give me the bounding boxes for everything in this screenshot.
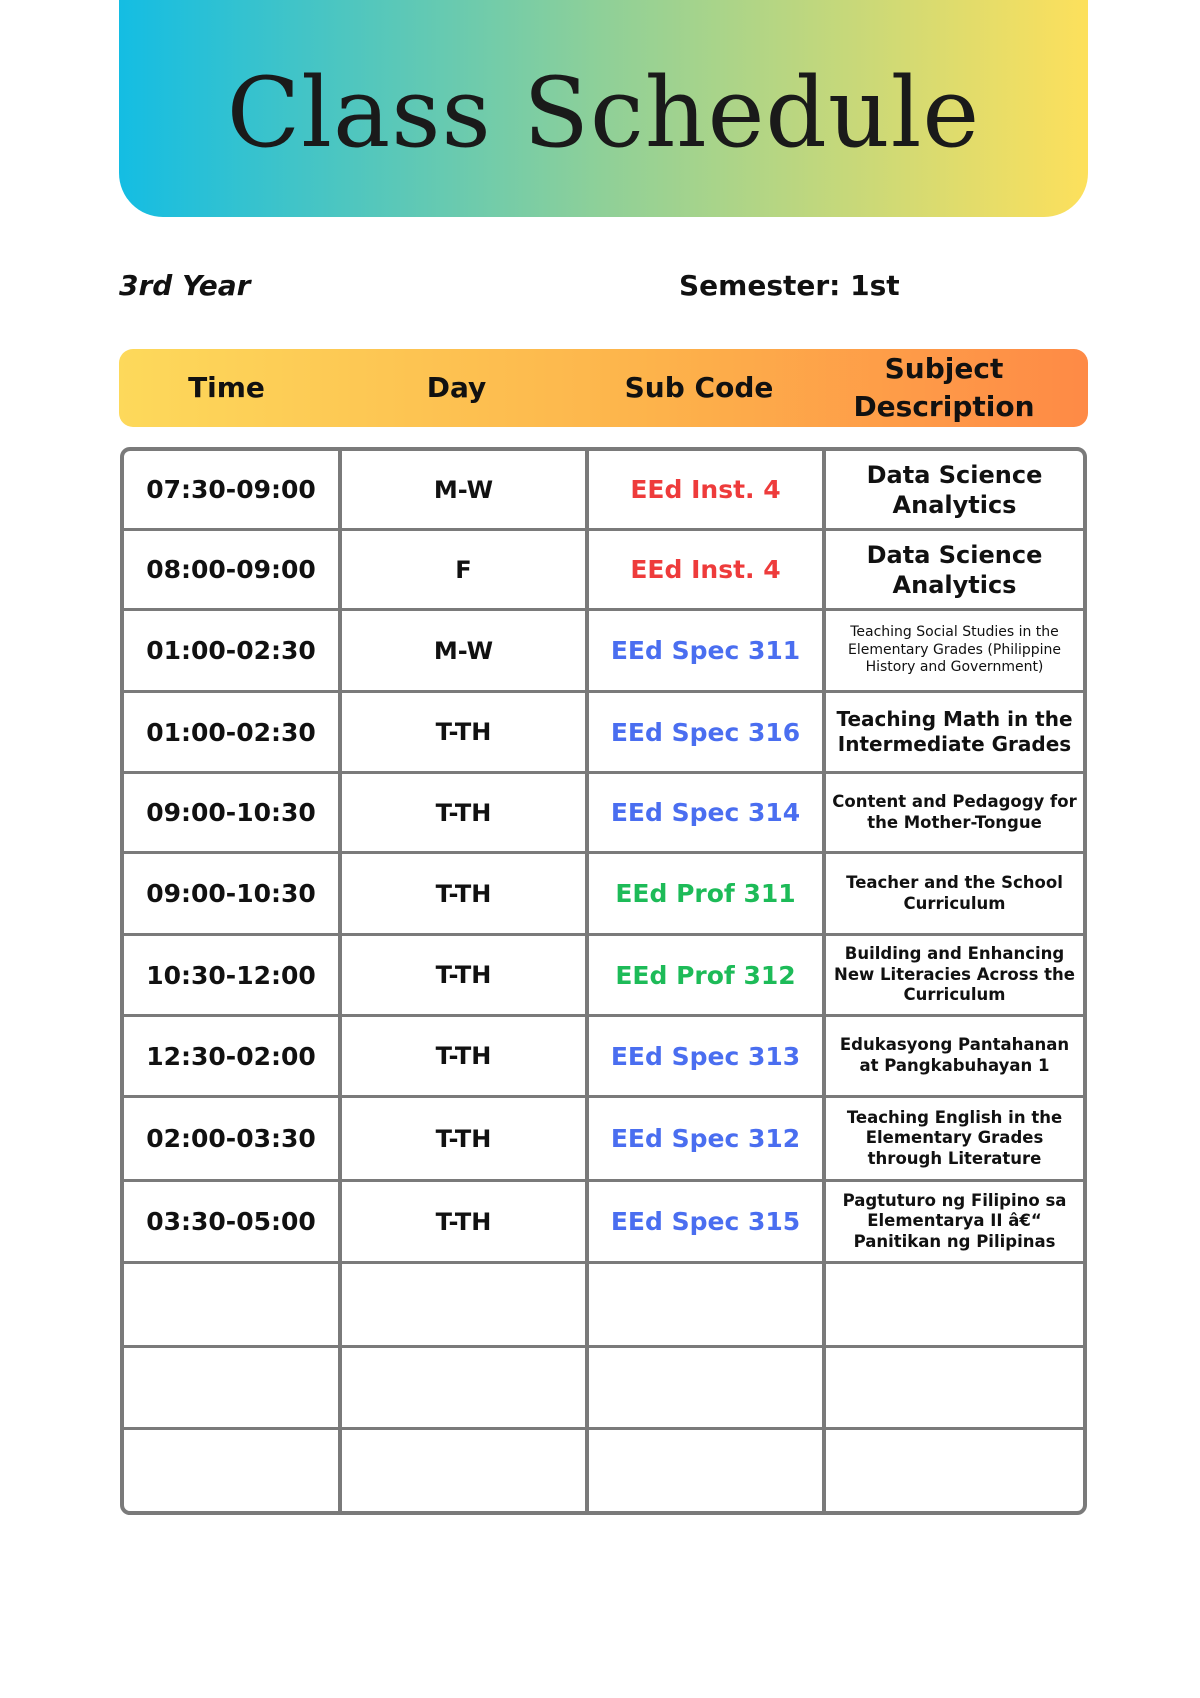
header-sub-code: Sub Code xyxy=(624,371,774,404)
schedule-table xyxy=(120,447,1087,1515)
row13-time xyxy=(124,1430,338,1511)
header-day: Day xyxy=(426,371,487,404)
year-label: 3rd Year xyxy=(119,269,251,302)
row8-day: T-TH xyxy=(435,1042,492,1070)
row2-day: F xyxy=(455,555,472,584)
row5-sub-code: EEd Spec 314 xyxy=(610,798,801,827)
row7-day: T-TH xyxy=(435,961,492,989)
row10-time: 03:30-05:00 xyxy=(146,1207,316,1236)
page-title: Class Schedule xyxy=(226,57,981,169)
row10-day: T-TH xyxy=(435,1207,492,1236)
row9-description: Teaching English in the Elementary Grades through Literature xyxy=(846,1107,1063,1168)
row2-description: Data Science Analytics xyxy=(866,540,1043,599)
row5-day: T-TH xyxy=(435,798,492,827)
row2-sub-code: EEd Inst. 4 xyxy=(630,555,781,584)
row12-time xyxy=(124,1348,338,1427)
header-time: Time xyxy=(188,371,265,404)
row8-time: 12:30-02:00 xyxy=(146,1041,316,1071)
row6-time: 09:00-10:30 xyxy=(146,879,316,908)
row1-time: 07:30-09:00 xyxy=(146,475,316,504)
row5-time: 09:00-10:30 xyxy=(146,798,316,827)
row4-time: 01:00-02:30 xyxy=(146,717,316,747)
row9-day: T-TH xyxy=(435,1124,492,1153)
row4-day: T-TH xyxy=(435,718,492,746)
row7-description: Building and Enhancing New Literacies Across the Curriculum xyxy=(834,944,1075,1005)
table-header xyxy=(119,349,1088,427)
row6-sub-code: EEd Prof 311 xyxy=(615,879,796,908)
row3-time: 01:00-02:30 xyxy=(146,636,316,665)
row9-sub-code: EEd Spec 312 xyxy=(610,1124,801,1153)
row2-time: 08:00-09:00 xyxy=(146,555,316,584)
row3-description: Teaching Social Studies in the Elementary Grades (Philippine History and Government) xyxy=(847,624,1062,676)
row7-time: 10:30-12:00 xyxy=(146,960,316,990)
row8-sub-code: EEd Spec 313 xyxy=(610,1041,801,1071)
row10-sub-code: EEd Spec 315 xyxy=(610,1207,801,1236)
row8-description: Edukasyong Pantahanan at Pangkabuhayan 1 xyxy=(839,1035,1070,1075)
row3-day: M-W xyxy=(433,636,494,665)
row6-day: T-TH xyxy=(435,879,492,908)
row6-description: Teacher and the School Curriculum xyxy=(846,872,1063,913)
row1-description: Data Science Analytics xyxy=(866,460,1043,519)
row1-sub-code: EEd Inst. 4 xyxy=(630,475,781,504)
row5-description: Content and Pedagogy for the Mother-Tongue xyxy=(832,791,1077,832)
row4-sub-code: EEd Spec 316 xyxy=(610,717,801,747)
row3-sub-code: EEd Spec 311 xyxy=(610,636,801,665)
row7-sub-code: EEd Prof 312 xyxy=(615,960,796,990)
row9-time: 02:00-03:30 xyxy=(146,1124,316,1153)
semester-label: Semester: 1st xyxy=(679,269,900,302)
header-subject-description: Subject Description xyxy=(853,352,1035,423)
row11-time xyxy=(124,1264,338,1345)
row4-description: Teaching Math in the Intermediate Grades xyxy=(836,707,1073,756)
row1-day: M-W xyxy=(433,475,494,504)
row10-description: Pagtuturo ng Filipino sa Elementarya II â€“ Panitikan ng Pilipinas xyxy=(842,1190,1067,1251)
